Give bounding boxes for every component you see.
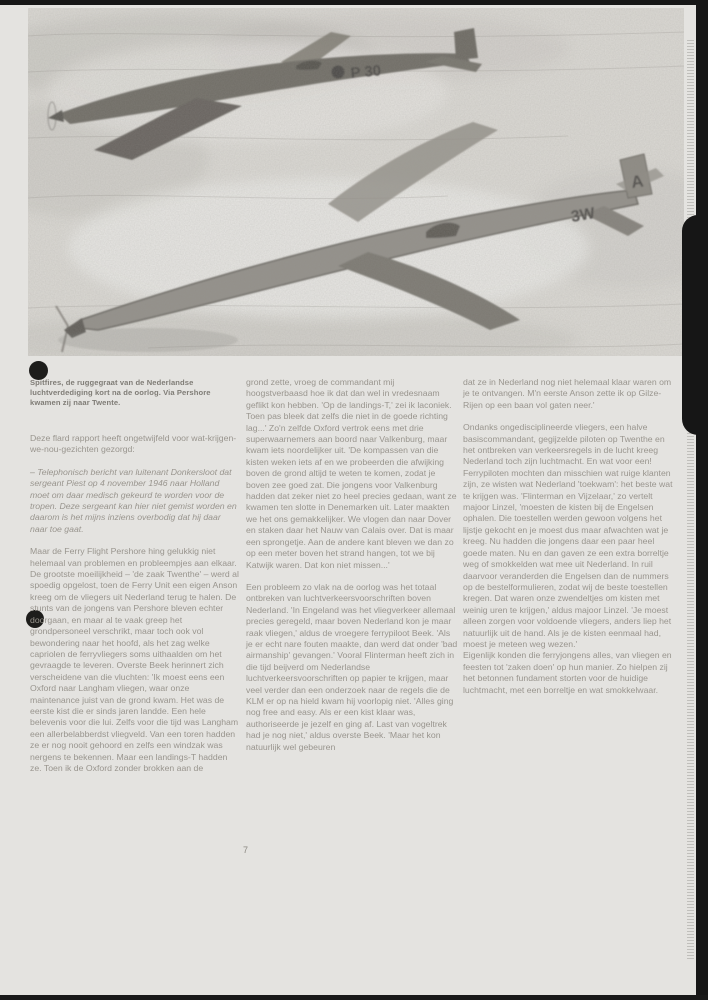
scan-edge-top (0, 0, 708, 5)
page-edge-texture (687, 40, 694, 960)
paragraph: Eigenlijk konden die ferryjongens alles, van vliegen en feesten tot 'zaken doen' op hun manier. Zo hielpen zij het betonnen fundament storten voor de huidige luchtmacht, met een borreltje en wat smokkelwaar. (463, 650, 672, 695)
page-number: 7 (243, 845, 249, 855)
scan-edge-bottom (0, 995, 708, 1000)
grain-overlay (28, 8, 684, 356)
spitfires-photo-artwork (28, 8, 684, 356)
photo-caption: Spitfires, de ruggegraat van de Nederlandse luchtverdediging kort na de oorlog. Via Pershore kwamen zij naar Twente. (30, 378, 211, 407)
paragraph: dat ze in Nederland nog niet helemaal klaar waren om je te ontvangen. M'n eerste Anson zette ik op Gilze-Rijen op een baan vol gaten neer.' (463, 377, 672, 410)
spitfires-photo (28, 8, 684, 356)
paragraph: grond zette, vroeg de commandant mij hoogstverbaasd hoe ik dat dan wel in vredesnaam geflikt kon hebben. 'Op de landings-T,' zei ik laconiek. Toen pas bleek dat zelfs die niet in de goede richting lag...' Zo'n zelfde Oxford vertrok eens met drie superwaarnemers aan boord naar Valkenburg, maar kwam iets noordelijker uit. 'De kompassen van die kisten weken iets af en we probeerden die afwijking boven de grond altijd te weten te komen, zodat je boven zee goed zat. Die jongens voor Valkenburg hadden dat zeker niet zo heel precies gedaan, want ze kwamen ten slotte in Denemarken uit. Later maakten we het ons gemakkelijker. We vlogen dan naar Dover en staken daar het Nauw van Calais over. Dat is maar een sprongetje. Aan de andere kant bleven we dan zo op een meter boven het strand hangen, tot we bij Katwijk waren. Dat kon niet missen...' (246, 377, 457, 570)
text-column-2 (246, 377, 458, 764)
paragraph: Maar de Ferry Flight Pershore hing gelukkig niet helemaal van problemen en probleempjes aan elkaar. De grootste moeilijkheid – 'de zaak Twenthe' – werd al spoedig opgelost, toen de Ferry Unit een eigen Anson kreeg om de vliegers uit Nederland terug te halen. De stunts van de jongens van Pershore bleven echter doorgaan, en maar al te vaak greep het grondpersoneel verschrikt, maar toch ook vol bewondering naar het hoofd, als het zag welke capriolen de ferryvliegers soms uithaalden om het gevraagde te leveren. Overste Beek herinnert zich verscheidene van die vluchten: 'Ik moest eens een Oxford naar Langham vliegen, waar onze maintenance juist van de grond kwam. Het was de eerste kist die er sinds jaren landde. Een hele belevenis voor die lui. Zelfs voor die tijd was Langham een allerbelabberdst vliegveld. Van een toren hadden ze er nog nooit gehoord en zelfs een windzak was nergens te bekennen. Maar een landings-T hadden ze. Toen ik de Oxford zonder brokken aan de (30, 546, 239, 773)
paragraph: Ondanks ongedisciplineerde vliegers, een halve basiscommandant, gegijzelde piloten op Twenthe en het ontbreken van verkeersregels in de lucht kreeg Nederland toch zijn luchtmacht. En wat voor een! Ferrypiloten mochten dan misschien wat ruige klanten zijn, ze wisten wat Nederland 'toekwam': het beste wat te krijgen was. 'Flinterman en Vijzelaar,' zo vertelt majoor Linzel, 'moesten de kisten bij de Engelsen ophalen. Die toestellen werden gewoon volgens het lijstje gekocht en je moest dus maar afwachten wat je kreeg. Nu hadden die jongens daar een paar heel goede maten. Nu en dan gaven ze een extra borreltje weg of smokkelden wat mee uit Nederland. In ruil daarvoor veranderden die Engelsen dan de nummers op de bestelformulieren, zodat wij de beste toestellen kregen. Dat waren onze zwendeltjes om kisten met weinig uren te krijgen,' aldus majoor Linzel. 'Je moest alleen zorgen voor voldoende vliegers, anders liep het natuurlijk uit de hand. Als je de kisten eenmaal had, moest je meteen weg wezen.' (463, 422, 673, 649)
paragraph: Een probleem zo vlak na de oorlog was het totaal ontbreken van luchtverkeersvoorschriften boven Nederland. 'In Engeland was het vliegverkeer allemaal precies geregeld, maar boven Nederland kon je maar raak vliegen,' aldus de vroegere ferrypiloot Beek. 'Als je er echt nare fouten maakte, dan werd dat onder 'bad airmanship' gevangen.' Vooral Flinterman heeft zich in die tijd beijverd om Nederlandse luchtverkeersvoorschriften op papier te krijgen, maar veel verder dan een onderzoek naar de regels die de KLM er op na hield kwam hij voorlopig niet. 'Alles ging nog free and easy. Als er een kist klaar was, authoriseerde je jezelf en ging af. Last van vogeltrek had je nog niet,' aldus overste Beek. 'Maar het kon natuurlijk wel gebeuren (246, 581, 458, 752)
text-column-3 (463, 377, 674, 707)
scan-edge-right (696, 0, 708, 1000)
paragraph-quoted-report: – Telephonisch bericht van luitenant Donkersloot dat sergeant Piest op 4 november 1946 naar Holland moet om daar medisch gekeurd te worden voor de tropen. Deze sergeant kan hier niet gemist worden en daarom is het mijns inziens overbodig dat hij daar naar toe gaat. (30, 466, 237, 534)
paragraph: Deze flard rapport heeft ongetwijfeld voor wat-krijgen-we-nou-gezichten gezorgd: (30, 433, 237, 455)
text-column-1 (30, 433, 239, 785)
